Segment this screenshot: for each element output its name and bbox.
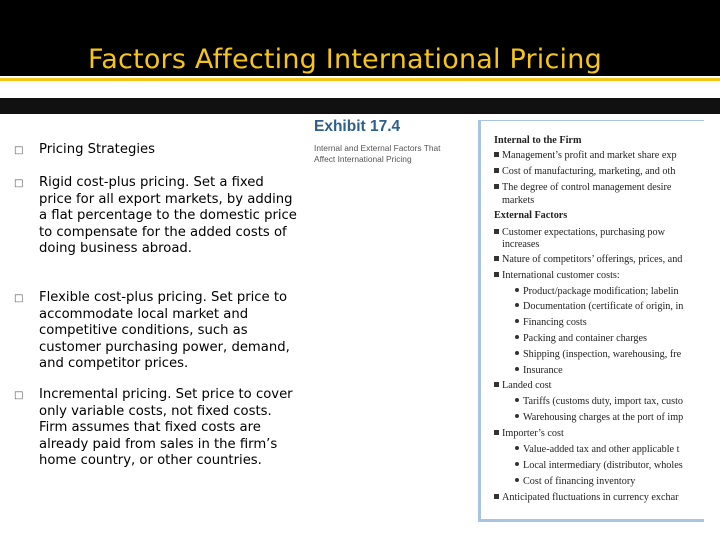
square-bullet-icon: □ (14, 145, 24, 156)
exhibit-subtitle: Internal and External Factors That Affect International Pricing (314, 143, 441, 165)
list-item-continued: markets (502, 195, 535, 206)
square-bullet-icon: □ (14, 390, 24, 401)
square-bullet-icon: □ (14, 293, 24, 304)
dot-bullet-icon (515, 462, 519, 466)
dot-bullet-icon (515, 288, 519, 292)
square-bullet-icon (494, 256, 499, 261)
sub-list-item: Product/package modification; labelin (515, 286, 679, 298)
bullet-text: Flexible cost-plus pricing. Set price to accommodate local market and competitive conditions, such as customer purchasing power, demand, and competitor prices. (39, 290, 290, 371)
sub-list-item: Financing costs (515, 317, 587, 329)
list-item: Nature of competitors’ offerings, prices, and (494, 254, 682, 266)
dot-bullet-icon (515, 398, 519, 402)
dot-bullet-icon (515, 367, 519, 371)
square-bullet-icon (494, 272, 499, 277)
square-bullet-icon (494, 494, 499, 499)
sub-list-item: Documentation (certificate of origin, in (515, 301, 683, 313)
list-item: The degree of control management desire (494, 182, 671, 194)
bullet-text: Rigid cost-plus pricing. Set a fixed price for all export markets, by adding a flat percentage to the domestic price to compensate for the added costs of doing business abroad. (39, 175, 297, 256)
header-divider-bar (0, 98, 720, 114)
sub-list-item: Cost of financing inventory (515, 476, 635, 488)
sub-list-item: Packing and container charges (515, 333, 647, 345)
sub-list-item: Insurance (515, 365, 563, 377)
list-item-continued: increases (502, 239, 540, 250)
sub-list-item: Value-added tax and other applicable t (515, 444, 679, 456)
list-item: Management’s profit and market share exp (494, 150, 677, 162)
square-bullet-icon (494, 152, 499, 157)
dot-bullet-icon (515, 446, 519, 450)
list-item: Anticipated fluctuations in currency exchar (494, 492, 679, 504)
sub-list-item: Tariffs (customs duty, import tax, custo (515, 396, 683, 408)
dot-bullet-icon (515, 351, 519, 355)
bullet-item (14, 387, 298, 470)
square-bullet-icon (494, 382, 499, 387)
slide-title: Factors Affecting International Pricing (88, 44, 602, 75)
exhibit-title: Exhibit 17.4 (314, 118, 401, 135)
dot-bullet-icon (515, 478, 519, 482)
sub-list-item: Shipping (inspection, warehousing, fre (515, 349, 681, 361)
bullet-item (14, 142, 298, 159)
dot-bullet-icon (515, 303, 519, 307)
square-bullet-icon: □ (14, 178, 24, 189)
square-bullet-icon (494, 430, 499, 435)
list-item: Landed cost (494, 380, 552, 392)
list-item: International customer costs: (494, 270, 620, 282)
title-underline (0, 78, 720, 81)
list-item: Importer’s cost (494, 428, 564, 440)
sub-list-item: Warehousing charges at the port of imp (515, 412, 683, 424)
dot-bullet-icon (515, 319, 519, 323)
square-bullet-icon (494, 229, 499, 234)
bullet-text: Incremental pricing. Set price to cover only variable costs, not fixed costs. Firm assumes that fixed costs are already paid from sales in the firm’s home country, or other countries. (39, 387, 293, 468)
dot-bullet-icon (515, 414, 519, 418)
internal-heading: Internal to the Firm (494, 135, 582, 146)
list-item: Customer expectations, purchasing pow (494, 227, 665, 239)
bullet-item (14, 175, 298, 258)
sub-list-item: Local intermediary (distributor, wholes (515, 460, 683, 472)
list-item: Cost of manufacturing, marketing, and oth (494, 166, 675, 178)
square-bullet-icon (494, 168, 499, 173)
bullet-item (14, 290, 298, 373)
dot-bullet-icon (515, 335, 519, 339)
exhibit-panel (478, 120, 704, 522)
square-bullet-icon (494, 184, 499, 189)
bullet-text: Pricing Strategies (39, 142, 155, 157)
external-heading: External Factors (494, 210, 568, 221)
